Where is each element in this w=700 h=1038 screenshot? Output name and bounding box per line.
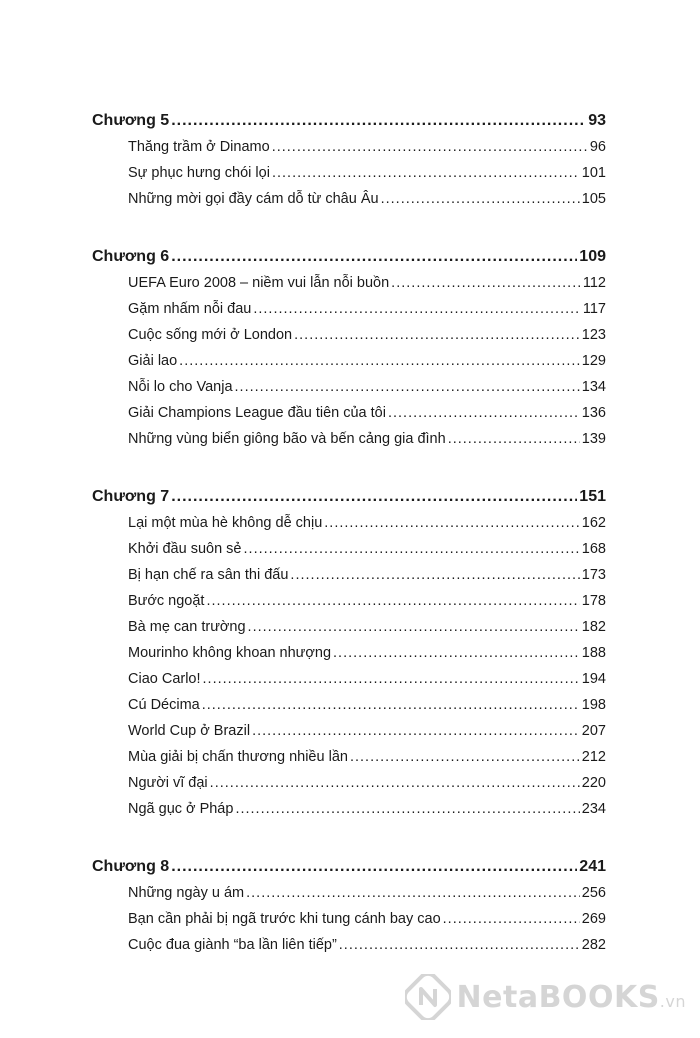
toc-page-number: 134 <box>581 379 606 395</box>
toc-section-entry <box>128 162 606 184</box>
toc-leader-dots <box>290 564 579 586</box>
toc-entry-title: Người vĩ đại <box>128 775 208 791</box>
toc-page-number: 93 <box>588 112 606 129</box>
toc-section-entry <box>128 908 606 930</box>
toc-page-number: 269 <box>581 911 606 927</box>
toc-page-number: 96 <box>589 139 606 155</box>
toc-leader-dots <box>350 746 580 768</box>
toc-page-number: 207 <box>581 723 606 739</box>
toc-section-entry <box>128 188 606 210</box>
toc-section-entry <box>128 694 606 716</box>
toc-entry-title: Lại một mùa hè không dễ chịu <box>128 515 323 531</box>
toc-entry-title: Cuộc sống mới ở London <box>128 327 293 343</box>
toc-entry-title: Cú Décima <box>128 697 200 713</box>
toc-leader-dots <box>443 908 580 930</box>
toc-section-entry <box>128 642 606 664</box>
toc-entry-title: Bước ngoặt <box>128 593 205 609</box>
toc-page-number: 117 <box>582 301 606 317</box>
toc-leader-dots <box>171 486 577 508</box>
toc-section-entry <box>128 136 606 158</box>
toc-entry-title: Những vùng biển giông bão và bến cảng gia đình <box>128 431 446 447</box>
toc-leader-dots <box>235 798 579 820</box>
toc-section-entry <box>128 590 606 612</box>
toc-entry-title: Ngã gục ở Pháp <box>128 801 234 817</box>
toc-page-number: 212 <box>581 749 606 765</box>
toc-leader-dots <box>171 856 577 878</box>
toc-page-number: 220 <box>581 775 606 791</box>
toc-section-entry <box>128 272 606 294</box>
toc-page-number: 194 <box>581 671 606 687</box>
toc-section-entry <box>128 882 606 904</box>
toc-leader-dots <box>324 512 580 534</box>
toc-chapter-entry <box>92 856 606 878</box>
toc-page-number: 234 <box>581 801 606 817</box>
toc-entry-title: Những ngày u ám <box>128 885 245 901</box>
toc-section-entry <box>128 772 606 794</box>
toc-page-number: 109 <box>579 248 606 265</box>
toc-section-entry <box>128 746 606 768</box>
toc-page-number: 178 <box>581 593 606 609</box>
toc-leader-dots <box>388 402 580 424</box>
toc-leader-dots <box>272 162 580 184</box>
toc-leader-dots <box>244 538 580 560</box>
toc-page-number: 168 <box>581 541 606 557</box>
toc-entry-title: UEFA Euro 2008 – niềm vui lẫn nỗi buồn <box>128 275 390 291</box>
toc-page-number: 282 <box>581 937 606 953</box>
toc-leader-dots <box>294 324 580 346</box>
watermark-text: NetaBOOKS.vn <box>456 979 686 1015</box>
toc-page-number: 139 <box>581 431 606 447</box>
toc-leader-dots <box>333 642 580 664</box>
toc-leader-dots <box>391 272 581 294</box>
toc-page-number: 112 <box>582 275 606 291</box>
toc-entry-title: Chương 7 <box>92 488 170 505</box>
toc-page-number: 162 <box>581 515 606 531</box>
toc-section-entry <box>128 512 606 534</box>
toc-entry-title: Sự phục hưng chói lọi <box>128 165 270 181</box>
toc-leader-dots <box>179 350 580 372</box>
toc-leader-dots <box>248 616 580 638</box>
toc-leader-dots <box>448 428 580 450</box>
toc-entry-title: Cuộc đua giành “ba lần liên tiếp” <box>128 937 337 953</box>
toc-entry-title: Giải lao <box>128 353 178 369</box>
toc-page-number: 256 <box>581 885 606 901</box>
watermark <box>405 974 686 1020</box>
toc-page-number: 129 <box>581 353 606 369</box>
toc-leader-dots <box>381 188 580 210</box>
toc-entry-title: Nỗi lo cho Vanja <box>128 379 233 395</box>
toc-entry-title: Bà mẹ can trường <box>128 619 246 635</box>
toc-entry-title: Những mời gọi đầy cám dỗ từ châu Âu <box>128 191 379 207</box>
toc-section-entry <box>128 538 606 560</box>
toc-section-entry <box>128 324 606 346</box>
toc-page-number: 173 <box>581 567 606 583</box>
toc-page-number: 101 <box>581 165 606 181</box>
toc-entry-title: Chương 5 <box>92 112 170 129</box>
netabooks-logo-icon <box>405 974 451 1020</box>
toc-entry-title: Bạn cần phải bị ngã trước khi tung cánh bay cao <box>128 911 441 927</box>
toc-section-entry <box>128 298 606 320</box>
toc-section-entry <box>128 798 606 820</box>
toc-leader-dots <box>246 882 580 904</box>
toc-page-number: 188 <box>581 645 606 661</box>
toc-leader-dots <box>253 298 581 320</box>
toc-entry-title: Bị hạn chế ra sân thi đấu <box>128 567 289 583</box>
toc-entry-title: Ciao Carlo! <box>128 671 201 687</box>
toc-entry-title: Thăng trầm ở Dinamo <box>128 139 270 155</box>
toc-entry-title: Mourinho không khoan nhượng <box>128 645 332 661</box>
toc-section-entry <box>128 564 606 586</box>
toc-section-entry <box>128 668 606 690</box>
toc-entry-title: Khởi đầu suôn sẻ <box>128 541 242 557</box>
toc-chapter-entry <box>92 486 606 508</box>
toc-leader-dots <box>252 720 580 742</box>
toc-section-entry <box>128 934 606 956</box>
toc-leader-dots <box>171 246 577 268</box>
toc-section-entry <box>128 616 606 638</box>
toc-page-number: 123 <box>581 327 606 343</box>
toc-section-entry <box>128 350 606 372</box>
toc-leader-dots <box>339 934 580 956</box>
toc-entry-title: Mùa giải bị chấn thương nhiều lần <box>128 749 348 765</box>
toc-entry-title: Chương 6 <box>92 248 170 265</box>
toc-page-number: 182 <box>581 619 606 635</box>
toc-leader-dots <box>272 136 588 158</box>
toc-section-entry <box>128 720 606 742</box>
toc-chapter-entry <box>92 246 606 268</box>
toc-page-number: 198 <box>581 697 606 713</box>
toc-section-entry <box>128 402 606 424</box>
toc-page-number: 241 <box>579 858 606 875</box>
toc-chapter-entry <box>92 110 606 132</box>
toc-leader-dots <box>171 110 586 132</box>
toc-entry-title: Chương 8 <box>92 858 170 875</box>
toc-entry-title: Giải Champions League đầu tiên của tôi <box>128 405 386 421</box>
toc-page-number: 136 <box>581 405 606 421</box>
toc-leader-dots <box>203 668 580 690</box>
toc-leader-dots <box>202 694 580 716</box>
toc-entry-title: Gặm nhấm nỗi đau <box>128 301 252 317</box>
toc-section-entry <box>128 428 606 450</box>
toc-leader-dots <box>206 590 579 612</box>
toc-leader-dots <box>235 376 580 398</box>
toc-entry-title: World Cup ở Brazil <box>128 723 251 739</box>
toc-page-number: 105 <box>581 191 606 207</box>
toc-leader-dots <box>210 772 580 794</box>
toc-page-number: 151 <box>579 488 606 505</box>
toc-section-entry <box>128 376 606 398</box>
